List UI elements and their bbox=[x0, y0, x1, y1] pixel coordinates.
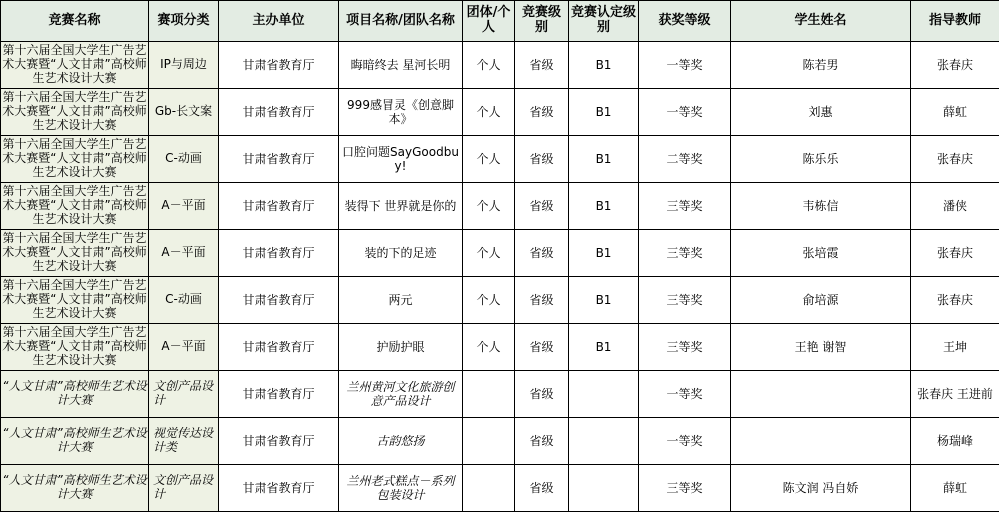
cell-competition-name: 第十六届全国大学生广告艺术大赛暨“人文甘肃”高校师生艺术设计大赛 bbox=[1, 277, 149, 324]
cell-competition-level: 省级 bbox=[515, 418, 569, 465]
cell-student-names: 陈文润 冯自娇 bbox=[731, 465, 911, 512]
table-row bbox=[1, 230, 999, 277]
cell-competition-name: 第十六届全国大学生广告艺术大赛暨“人文甘肃”高校师生艺术设计大赛 bbox=[1, 89, 149, 136]
cell-award-grade: 一等奖 bbox=[639, 418, 731, 465]
cell-organizer: 甘肃省教育厅 bbox=[219, 418, 339, 465]
cell-award-grade: 一等奖 bbox=[639, 371, 731, 418]
cell-organizer: 甘肃省教育厅 bbox=[219, 230, 339, 277]
cell-team-or-individual: 个人 bbox=[463, 183, 515, 230]
cell-advisor-teachers: 薛虹 bbox=[911, 465, 999, 512]
table-row bbox=[1, 465, 999, 512]
cell-project-name: 古韵悠扬 bbox=[339, 418, 463, 465]
cell-team-or-individual: 个人 bbox=[463, 324, 515, 371]
cell-project-name: 兰州黄河文化旅游创意产品设计 bbox=[339, 371, 463, 418]
cell-advisor-teachers: 薛虹 bbox=[911, 89, 999, 136]
cell-event-category: A－平面 bbox=[149, 183, 219, 230]
cell-student-names: 俞培源 bbox=[731, 277, 911, 324]
cell-team-or-individual bbox=[463, 418, 515, 465]
cell-advisor-teachers: 杨瑞峰 bbox=[911, 418, 999, 465]
cell-award-grade: 一等奖 bbox=[639, 89, 731, 136]
table-row bbox=[1, 42, 999, 89]
column-header-project-name: 项目名称/团队名称 bbox=[339, 1, 463, 42]
cell-award-grade: 三等奖 bbox=[639, 230, 731, 277]
cell-student-names: 韦栋信 bbox=[731, 183, 911, 230]
column-header-certified-level: 竞赛认定级别 bbox=[569, 1, 639, 42]
cell-certified-level bbox=[569, 371, 639, 418]
cell-advisor-teachers: 王坤 bbox=[911, 324, 999, 371]
cell-project-name: 兰州老式糕点－系列包装设计 bbox=[339, 465, 463, 512]
cell-competition-name: 第十六届全国大学生广告艺术大赛暨“人文甘肃”高校师生艺术设计大赛 bbox=[1, 183, 149, 230]
cell-certified-level bbox=[569, 465, 639, 512]
cell-competition-name: 第十六届全国大学生广告艺术大赛暨“人文甘肃”高校师生艺术设计大赛 bbox=[1, 136, 149, 183]
cell-competition-name: 第十六届全国大学生广告艺术大赛暨“人文甘肃”高校师生艺术设计大赛 bbox=[1, 230, 149, 277]
cell-advisor-teachers: 潘侠 bbox=[911, 183, 999, 230]
cell-competition-level: 省级 bbox=[515, 183, 569, 230]
cell-certified-level: B1 bbox=[569, 42, 639, 89]
table-row bbox=[1, 371, 999, 418]
cell-event-category: A－平面 bbox=[149, 324, 219, 371]
cell-competition-name: “人文甘肃”高校师生艺术设计大赛 bbox=[1, 371, 149, 418]
table-header bbox=[1, 1, 999, 42]
cell-team-or-individual: 个人 bbox=[463, 230, 515, 277]
column-header-competition-name: 竞赛名称 bbox=[1, 1, 149, 42]
column-header-competition-level: 竞赛级别 bbox=[515, 1, 569, 42]
cell-event-category: 文创产品设计 bbox=[149, 371, 219, 418]
cell-certified-level: B1 bbox=[569, 324, 639, 371]
cell-award-grade: 一等奖 bbox=[639, 42, 731, 89]
cell-advisor-teachers: 张春庆 bbox=[911, 136, 999, 183]
header-row bbox=[1, 1, 999, 42]
column-header-advisor-teachers: 指导教师 bbox=[911, 1, 999, 42]
cell-team-or-individual: 个人 bbox=[463, 136, 515, 183]
table-row bbox=[1, 324, 999, 371]
cell-event-category: IP与周边 bbox=[149, 42, 219, 89]
cell-competition-level: 省级 bbox=[515, 89, 569, 136]
cell-event-category: C-动画 bbox=[149, 136, 219, 183]
cell-competition-name: 第十六届全国大学生广告艺术大赛暨“人文甘肃”高校师生艺术设计大赛 bbox=[1, 42, 149, 89]
cell-certified-level: B1 bbox=[569, 183, 639, 230]
cell-advisor-teachers: 张春庆 王进前 bbox=[911, 371, 999, 418]
cell-award-grade: 二等奖 bbox=[639, 136, 731, 183]
table-row bbox=[1, 136, 999, 183]
cell-student-names: 陈乐乐 bbox=[731, 136, 911, 183]
cell-student-names bbox=[731, 371, 911, 418]
cell-competition-name: 第十六届全国大学生广告艺术大赛暨“人文甘肃”高校师生艺术设计大赛 bbox=[1, 324, 149, 371]
cell-event-category: A－平面 bbox=[149, 230, 219, 277]
cell-certified-level: B1 bbox=[569, 89, 639, 136]
cell-project-name: 护励护眼 bbox=[339, 324, 463, 371]
table-body bbox=[1, 42, 999, 512]
cell-student-names: 刘惠 bbox=[731, 89, 911, 136]
cell-certified-level: B1 bbox=[569, 136, 639, 183]
column-header-team-or-individual: 团体/个人 bbox=[463, 1, 515, 42]
cell-competition-level: 省级 bbox=[515, 230, 569, 277]
cell-organizer: 甘肃省教育厅 bbox=[219, 89, 339, 136]
table-row bbox=[1, 183, 999, 230]
column-header-organizer: 主办单位 bbox=[219, 1, 339, 42]
cell-advisor-teachers: 张春庆 bbox=[911, 230, 999, 277]
cell-organizer: 甘肃省教育厅 bbox=[219, 136, 339, 183]
cell-award-grade: 三等奖 bbox=[639, 183, 731, 230]
cell-award-grade: 三等奖 bbox=[639, 277, 731, 324]
cell-award-grade: 三等奖 bbox=[639, 324, 731, 371]
cell-competition-level: 省级 bbox=[515, 465, 569, 512]
cell-advisor-teachers: 张春庆 bbox=[911, 277, 999, 324]
cell-event-category: C-动画 bbox=[149, 277, 219, 324]
cell-student-names: 陈若男 bbox=[731, 42, 911, 89]
table-row bbox=[1, 89, 999, 136]
cell-team-or-individual: 个人 bbox=[463, 89, 515, 136]
cell-organizer: 甘肃省教育厅 bbox=[219, 183, 339, 230]
cell-project-name: 口腔问题SayGoodbuy! bbox=[339, 136, 463, 183]
cell-competition-level: 省级 bbox=[515, 277, 569, 324]
cell-competition-name: “人文甘肃”高校师生艺术设计大赛 bbox=[1, 418, 149, 465]
cell-project-name: 999感冒灵《创意脚本》 bbox=[339, 89, 463, 136]
table-row bbox=[1, 277, 999, 324]
cell-organizer: 甘肃省教育厅 bbox=[219, 324, 339, 371]
cell-organizer: 甘肃省教育厅 bbox=[219, 465, 339, 512]
cell-certified-level bbox=[569, 418, 639, 465]
cell-team-or-individual bbox=[463, 465, 515, 512]
cell-event-category: 文创产品设计 bbox=[149, 465, 219, 512]
cell-certified-level: B1 bbox=[569, 230, 639, 277]
cell-competition-level: 省级 bbox=[515, 42, 569, 89]
column-header-award-grade: 获奖等级 bbox=[639, 1, 731, 42]
cell-project-name: 装的下的足迹 bbox=[339, 230, 463, 277]
cell-competition-name: “人文甘肃”高校师生艺术设计大赛 bbox=[1, 465, 149, 512]
cell-team-or-individual bbox=[463, 371, 515, 418]
cell-student-names bbox=[731, 418, 911, 465]
cell-event-category: Gb-长文案 bbox=[149, 89, 219, 136]
cell-organizer: 甘肃省教育厅 bbox=[219, 371, 339, 418]
cell-award-grade: 三等奖 bbox=[639, 465, 731, 512]
cell-team-or-individual: 个人 bbox=[463, 42, 515, 89]
cell-advisor-teachers: 张春庆 bbox=[911, 42, 999, 89]
cell-event-category: 视觉传达设计类 bbox=[149, 418, 219, 465]
cell-project-name: 装得下 世界就是你的 bbox=[339, 183, 463, 230]
cell-organizer: 甘肃省教育厅 bbox=[219, 42, 339, 89]
cell-student-names: 张培霞 bbox=[731, 230, 911, 277]
cell-competition-level: 省级 bbox=[515, 136, 569, 183]
column-header-student-names: 学生姓名 bbox=[731, 1, 911, 42]
cell-student-names: 王艳 谢智 bbox=[731, 324, 911, 371]
cell-competition-level: 省级 bbox=[515, 324, 569, 371]
column-header-event-category: 赛项分类 bbox=[149, 1, 219, 42]
cell-competition-level: 省级 bbox=[515, 371, 569, 418]
cell-certified-level: B1 bbox=[569, 277, 639, 324]
cell-organizer: 甘肃省教育厅 bbox=[219, 277, 339, 324]
table-row bbox=[1, 418, 999, 465]
cell-team-or-individual: 个人 bbox=[463, 277, 515, 324]
cell-project-name: 晦暗终去 星河长明 bbox=[339, 42, 463, 89]
cell-project-name: 两元 bbox=[339, 277, 463, 324]
